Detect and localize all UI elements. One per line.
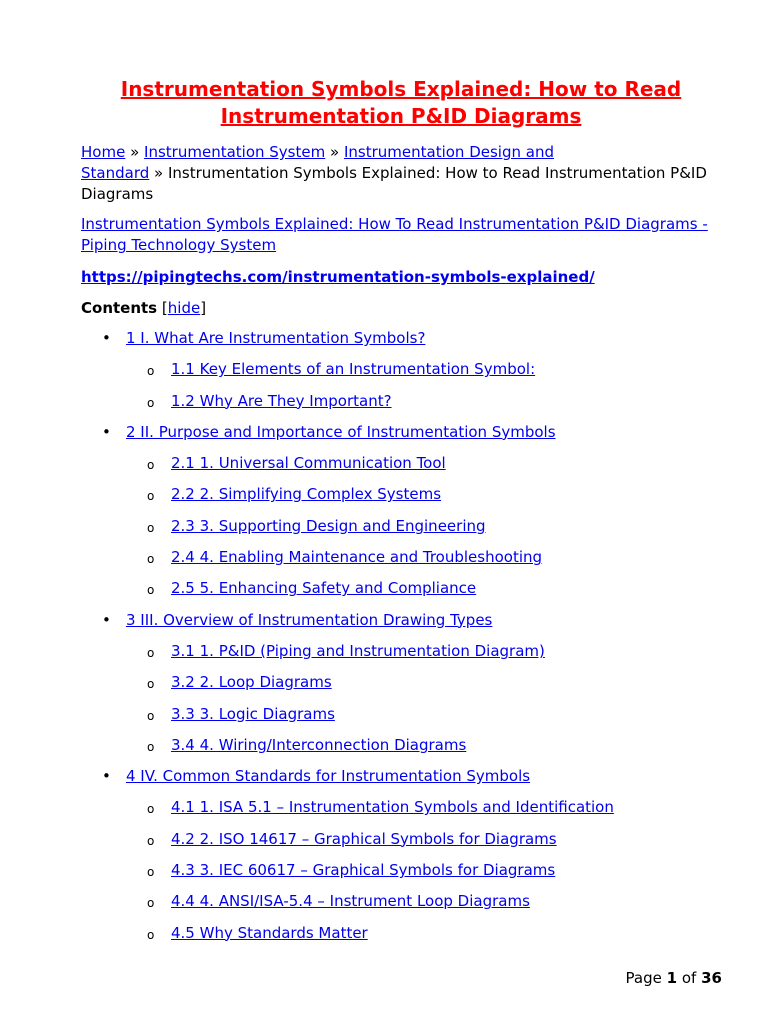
bullet-circle-icon: o bbox=[147, 645, 155, 660]
contents-close-bracket: ] bbox=[200, 299, 207, 317]
bullet-disc-icon: • bbox=[102, 329, 111, 347]
footer-total-pages: 36 bbox=[701, 969, 722, 987]
source-url[interactable] bbox=[81, 267, 595, 288]
toc-link[interactable]: 3 III. Overview of Instrumentation Drawing Types bbox=[126, 610, 493, 629]
contents-header bbox=[81, 298, 206, 319]
breadcrumb-design-standard-link-part2[interactable]: Standard bbox=[81, 164, 150, 182]
toc-subsection-item bbox=[81, 453, 721, 484]
toc-link[interactable]: 2.5 5. Enhancing Safety and Compliance bbox=[171, 579, 477, 598]
toc-link[interactable]: 4.5 Why Standards Matter bbox=[171, 923, 368, 942]
toc-link[interactable]: 4.1 1. ISA 5.1 – Instrumentation Symbols and Identification bbox=[171, 798, 614, 817]
toc-section-item bbox=[81, 422, 721, 453]
toc-subsection-item bbox=[81, 359, 721, 390]
contents-hide-link[interactable]: hide bbox=[167, 299, 201, 317]
bullet-circle-icon: o bbox=[147, 739, 155, 754]
toc-section-item bbox=[81, 766, 721, 797]
source-article-link-line1[interactable]: Instrumentation Symbols Explained: How To Read Instrumentation P&ID Diagrams - bbox=[81, 215, 708, 233]
bullet-circle-icon: o bbox=[147, 552, 155, 567]
source-url-link[interactable]: https://pipingtechs.com/instrumentation-symbols-explained/ bbox=[81, 268, 595, 286]
bullet-disc-icon: • bbox=[102, 422, 111, 441]
breadcrumb-design-standard-link-part1[interactable]: Instrumentation Design and bbox=[343, 143, 554, 161]
bullet-circle-icon: o bbox=[147, 833, 155, 848]
bullet-circle-icon: o bbox=[147, 520, 155, 535]
toc-link[interactable]: 3.2 2. Loop Diagrams bbox=[171, 673, 332, 692]
footer-of-label: of bbox=[681, 969, 697, 987]
toc-link[interactable]: 2.3 3. Supporting Design and Engineering bbox=[171, 516, 486, 535]
page-title[interactable] bbox=[81, 76, 721, 130]
bullet-circle-icon: o bbox=[147, 927, 155, 942]
toc-link[interactable]: 1.1 Key Elements of an Instrumentation Symbol: bbox=[171, 360, 536, 379]
bullet-circle-icon: o bbox=[147, 458, 155, 473]
breadcrumb-separator: » bbox=[330, 143, 340, 161]
contents-label: Contents bbox=[81, 299, 158, 317]
toc-subsection-item bbox=[81, 641, 721, 672]
bullet-circle-icon: o bbox=[147, 583, 155, 598]
bullet-circle-icon: o bbox=[147, 677, 155, 692]
breadcrumb-current: Instrumentation Symbols Explained: How to Read Instrumentation P&ID Diagrams bbox=[81, 164, 707, 203]
bullet-circle-icon: o bbox=[147, 802, 155, 817]
toc-link[interactable]: 4.4 4. ANSI/ISA-5.4 – Instrument Loop Diagrams bbox=[171, 892, 530, 911]
toc-subsection-item bbox=[81, 829, 721, 860]
bullet-circle-icon: o bbox=[147, 708, 155, 723]
toc-subsection-item bbox=[81, 797, 721, 828]
toc-link[interactable]: 3.4 4. Wiring/Interconnection Diagrams bbox=[171, 735, 467, 754]
source-article-link-line2[interactable]: Piping Technology System bbox=[81, 236, 277, 254]
footer-page-label: Page bbox=[625, 969, 662, 987]
toc-subsection-item bbox=[81, 860, 721, 891]
toc-subsection-item bbox=[81, 484, 721, 515]
toc-link[interactable]: 2.4 4. Enabling Maintenance and Troubleshooting bbox=[171, 548, 543, 567]
toc-link[interactable]: 3.1 1. P&ID (Piping and Instrumentation Diagram) bbox=[171, 641, 545, 660]
toc-subsection-item bbox=[81, 672, 721, 703]
footer-current-page: 1 bbox=[666, 969, 678, 987]
breadcrumb bbox=[81, 142, 721, 205]
toc-link[interactable]: 2.1 1. Universal Communication Tool bbox=[171, 454, 446, 473]
page-title-line1[interactable]: Instrumentation Symbols Explained: How to Read bbox=[120, 77, 682, 101]
page-title-line2[interactable]: Instrumentation P&ID Diagrams bbox=[220, 104, 582, 128]
toc-section-item bbox=[81, 610, 721, 641]
toc-link[interactable]: 2 II. Purpose and Importance of Instrumentation Symbols bbox=[126, 422, 556, 441]
bullet-disc-icon: • bbox=[102, 767, 111, 786]
toc-subsection-item bbox=[81, 391, 721, 422]
bullet-circle-icon: o bbox=[147, 364, 155, 379]
toc-subsection-item bbox=[81, 547, 721, 578]
toc-link[interactable]: 1.2 Why Are They Important? bbox=[171, 391, 392, 410]
breadcrumb-separator: » bbox=[130, 143, 140, 161]
toc-link[interactable]: 2.2 2. Simplifying Complex Systems bbox=[171, 485, 442, 504]
bullet-circle-icon: o bbox=[147, 865, 155, 880]
page-footer bbox=[626, 968, 722, 988]
toc-subsection-item bbox=[81, 891, 721, 922]
bullet-circle-icon: o bbox=[147, 896, 155, 911]
toc-link[interactable]: 4 IV. Common Standards for Instrumentation Symbols bbox=[126, 767, 531, 786]
toc-subsection-item bbox=[81, 923, 721, 954]
toc-link[interactable]: 4.3 3. IEC 60617 – Graphical Symbols for Diagrams bbox=[171, 861, 556, 880]
toc-link[interactable]: 4.2 2. ISO 14617 – Graphical Symbols for Diagrams bbox=[171, 829, 557, 848]
bullet-circle-icon: o bbox=[147, 489, 155, 504]
toc-subsection-item bbox=[81, 516, 721, 547]
breadcrumb-home-link[interactable]: Home bbox=[81, 143, 126, 161]
toc-subsection-item bbox=[81, 735, 721, 766]
bullet-disc-icon: • bbox=[102, 610, 111, 629]
toc-subsection-item bbox=[81, 704, 721, 735]
source-article-link[interactable] bbox=[81, 214, 721, 256]
breadcrumb-separator: » bbox=[154, 164, 164, 182]
toc-section-item bbox=[81, 328, 721, 359]
breadcrumb-instrumentation-system-link[interactable]: Instrumentation System bbox=[144, 143, 326, 161]
contents-open-bracket: [ bbox=[161, 299, 168, 317]
bullet-circle-icon: o bbox=[147, 395, 155, 410]
table-of-contents bbox=[81, 328, 721, 954]
toc-link[interactable]: 1 I. What Are Instrumentation Symbols? bbox=[126, 329, 426, 347]
toc-link[interactable]: 3.3 3. Logic Diagrams bbox=[171, 704, 335, 723]
toc-subsection-item bbox=[81, 578, 721, 609]
